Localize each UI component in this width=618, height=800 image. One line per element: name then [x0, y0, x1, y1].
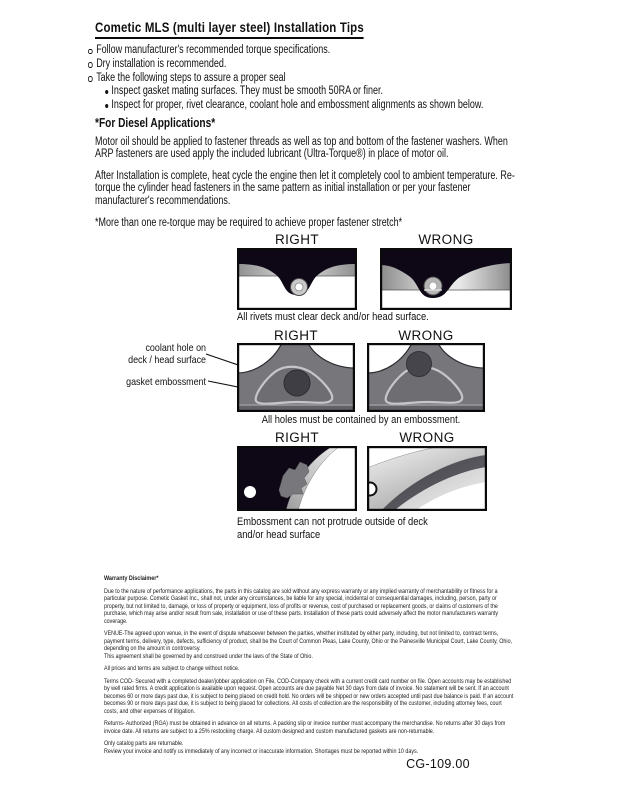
rivet-wrong-diagram	[380, 248, 512, 310]
legal-paragraph: All prices and terms are subject to change without notice.	[104, 665, 240, 672]
wrong-label: WRONG	[418, 232, 474, 247]
warranty-heading: Warranty Disclaimer*	[104, 575, 159, 582]
page-title: Cometic MLS (multi layer steel) Installation Tips	[95, 20, 364, 39]
diesel-heading: *For Diesel Applications*	[95, 115, 216, 130]
legal-paragraph: Review your invoice and notify us immediately of any incorrect or inaccurate information. Shortages must be reported within 10 days.	[104, 747, 419, 755]
legal-paragraph: Terms COD- Secured with a completed dealer/jobber application on File, COD-Company check with a current credit card number on file. Open accounts may be established by well rated firms. A credit application is available upon request. Open accounts are due payable Net 30 days from date of invoice. No statement will be sent. If an account becomes 60 or more days past due, it is subject to being placed on credit hold. No orders will be shipped or new orders accepted until past due balance is paid. If an account becomes 90 or more days past due, it is subject to being placed for collections. All costs of collection are the responsibility of the customer, including attorney fees, court costs, and other expenses of litigation.	[104, 677, 514, 715]
tip-text: Inspect for proper, rivet clearance, coolant hole and embossment alignments as shown below.	[111, 99, 484, 112]
page-header	[95, 19, 411, 39]
gasket-embossment-label: gasket embossment	[126, 376, 206, 388]
warranty-disclaimer-section	[104, 575, 518, 760]
right-label: RIGHT	[275, 232, 319, 247]
retorque-note: *More than one re-torque may be required to achieve proper fastener stretch*	[95, 216, 403, 229]
open-bullet-icon	[88, 49, 92, 55]
rivet-right-diagram	[237, 248, 357, 310]
embossment-caption: Embossment can not protrude outside of deck and/or head surface	[237, 516, 428, 541]
tip-text: Follow manufacturer's recommended torque specifications.	[96, 44, 331, 56]
coolant-right-diagram	[237, 343, 355, 412]
tip-text: Inspect gasket mating surfaces. They must be smooth 50RA or finer.	[111, 85, 383, 98]
list-item	[88, 99, 517, 113]
installation-tips-list	[88, 44, 518, 113]
legal-paragraph: Returns- Authorized (RGA) must be obtained in advance on all returns. A packing slip or invoice number must accompany the merchandise. No returns after 30 days from invoice date. All returns are subject to a 25% restocking charge. All custom designed and custom manufactured gaskets are non-returnable.	[104, 720, 506, 735]
legal-paragraph: Only catalog parts are returnable.	[104, 740, 184, 747]
diesel-applications-section	[95, 117, 520, 238]
filled-bullet-icon	[105, 90, 108, 94]
rivet-caption: All rivets must clear deck and/or head surface.	[237, 311, 429, 323]
list-item	[88, 72, 517, 86]
legal-paragraph: Due to the nature of performance applications, the parts in this catalog are sold without any express warranty or any implied warranty of merchantability or fitness for a particular purpose. Cometic Gasket Inc., shall not, under any circumstances, be liable for any special, incidental or consequential damages, including, person, party or property, but not limited to, damage, or loss of property or equipment, loss of profits or revenue, cost of purchased or replacement goods, or claims of customers of the purchase, which may arise and/or result from sale, installation or use of these parts. Installation of these parts could adversely affect the motor manufacturers warranty coverage.	[104, 587, 499, 625]
wrong-label: WRONG	[398, 328, 454, 343]
legal-paragraph: VENUE-The agreed upon venue, in the event of dispute whatsoever between the parties, whether instituted by either party, including, but not limited to, contract terms, payment terms, delivery, type, defects, sufficiency of product, shall be the Court of Common Pleas, Lake County, Ohio or the Painesville Municipal Court, Lake County, Ohio, depending on the amount in controversy.	[104, 630, 513, 652]
holes-caption: All holes must be contained by an embossment.	[261, 414, 461, 426]
diesel-paragraph: After Installation is complete, heat cycle the engine then let it completely cool to ambient temperature. Re-torque the cylinder head fasteners in the same pattern as initial installation or per your fastener manufacturer's recommendations.	[95, 169, 515, 207]
diesel-paragraph: Motor oil should be applied to fastener threads as well as top and bottom of the fastener washers. When ARP fasteners are used apply the included lubricant (Ultra-Torque®) in place of motor oil.	[95, 135, 508, 161]
list-item	[88, 44, 517, 58]
embossment-right-diagram	[237, 446, 357, 511]
coolant-wrong-diagram	[367, 343, 485, 412]
filled-bullet-icon	[105, 104, 108, 108]
tip-text: Dry installation is recommended.	[96, 57, 227, 70]
page-code: CG-109.00	[406, 757, 470, 771]
coolant-hole-label: coolant hole on deck / head surface	[128, 342, 206, 366]
wrong-label: WRONG	[399, 430, 455, 445]
list-item	[88, 58, 517, 72]
tip-text: Take the following steps to assure a proper seal	[96, 71, 286, 84]
open-bullet-icon	[88, 76, 92, 82]
right-label: RIGHT	[274, 328, 318, 343]
open-bullet-icon	[88, 62, 92, 68]
right-label: RIGHT	[275, 430, 319, 445]
legal-paragraph: This agreement shall be governed by and construed under the laws of the State of Ohio.	[104, 652, 313, 660]
embossment-wrong-diagram	[367, 446, 487, 511]
list-item	[88, 85, 517, 99]
